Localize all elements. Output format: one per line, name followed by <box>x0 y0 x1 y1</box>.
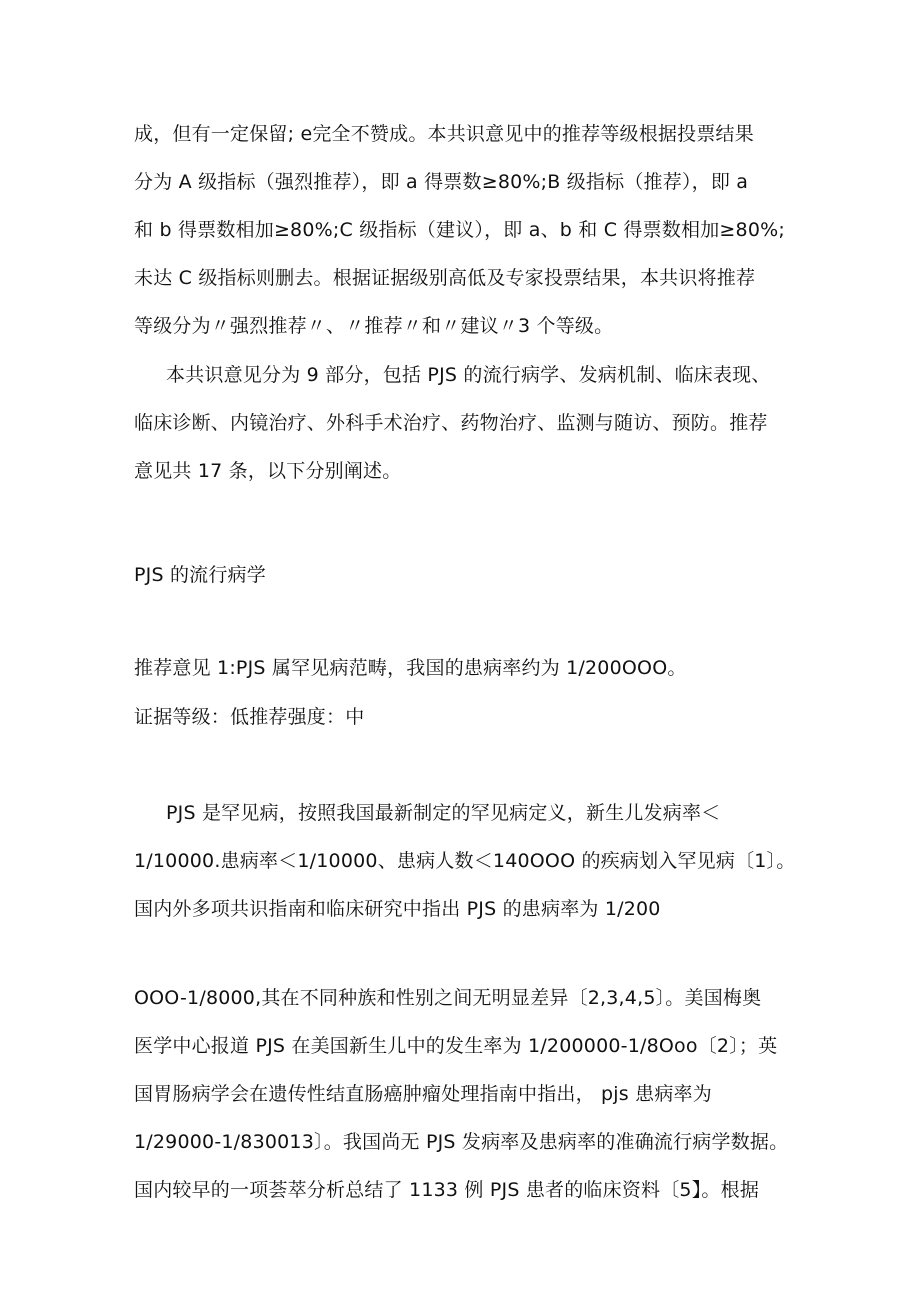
recommendation-statement: 推荐意见 1:PJS 属罕见病范畴，我国的患病率约为 1/200OOO。 <box>134 657 687 679</box>
body-text-line: 国内外多项共识指南和临床研究中指出 PJS 的患病率为 1/200 <box>134 898 661 920</box>
body-text-line: 1/10000.患病率＜1/10000、患病人数＜140OOO 的疾病划入罕见病〔1〕。 <box>134 850 796 872</box>
section-heading: PJS 的流行病学 <box>134 564 266 586</box>
body-text-line: 医学中心报道 PJS 在美国新生儿中的发生率为 1/200000-1/8Ooo〔2〕；英 <box>134 1035 778 1057</box>
paragraph-first-line: 本共识意见分为 9 部分，包括 PJS 的流行病学、发病机制、临床表现、 <box>166 364 771 386</box>
body-text-line: 分为 A 级指标（强烈推荐），即 a 得票数≥80%;B 级指标（推荐），即 a <box>134 171 749 193</box>
body-text-line: 成，但有一定保留; e完全不赞成。本共识意见中的推荐等级根据投票结果 <box>134 123 754 145</box>
body-text-line: 国内较早的一项荟萃分析总结了 1133 例 PJS 患者的临床资料〔5】。根据 <box>134 1179 760 1201</box>
body-text-line: 和 b 得票数相加≥80%;C 级指标（建议），即 a、b 和 C 得票数相加≥80%; <box>134 219 785 241</box>
body-text-line: OOO-1/8000,其在不同种族和性别之间无明显差异〔2,3,4,5〕。美国梅奥 <box>134 987 762 1009</box>
body-text-line: 国胃肠病学会在遗传性结直肠癌肿瘤处理指南中指出， pjs 患病率为 <box>134 1083 712 1105</box>
body-text-line: 意见共 17 条，以下分别阐述。 <box>134 460 402 482</box>
body-text-line: 临床诊断、内镜治疗、外科手术治疗、药物治疗、监测与随访、预防。推荐 <box>134 412 768 434</box>
body-text-line: 1/29000-1/830013〕。我国尚无 PJS 发病率及患病率的准确流行病学数据。 <box>134 1131 789 1153</box>
body-text-line: 等级分为〃强烈推荐〃、〃推荐〃和〃建议〃3 个等级。 <box>134 315 614 337</box>
body-text-line: 未达 C 级指标则删去。根据证据级别高低及专家投票结果，本共识将推荐 <box>134 267 756 289</box>
evidence-grade: 证据等级：低推荐强度：中 <box>134 706 365 728</box>
paragraph-first-line: PJS 是罕见病，按照我国最新制定的罕见病定义，新生儿发病率＜ <box>166 802 721 824</box>
